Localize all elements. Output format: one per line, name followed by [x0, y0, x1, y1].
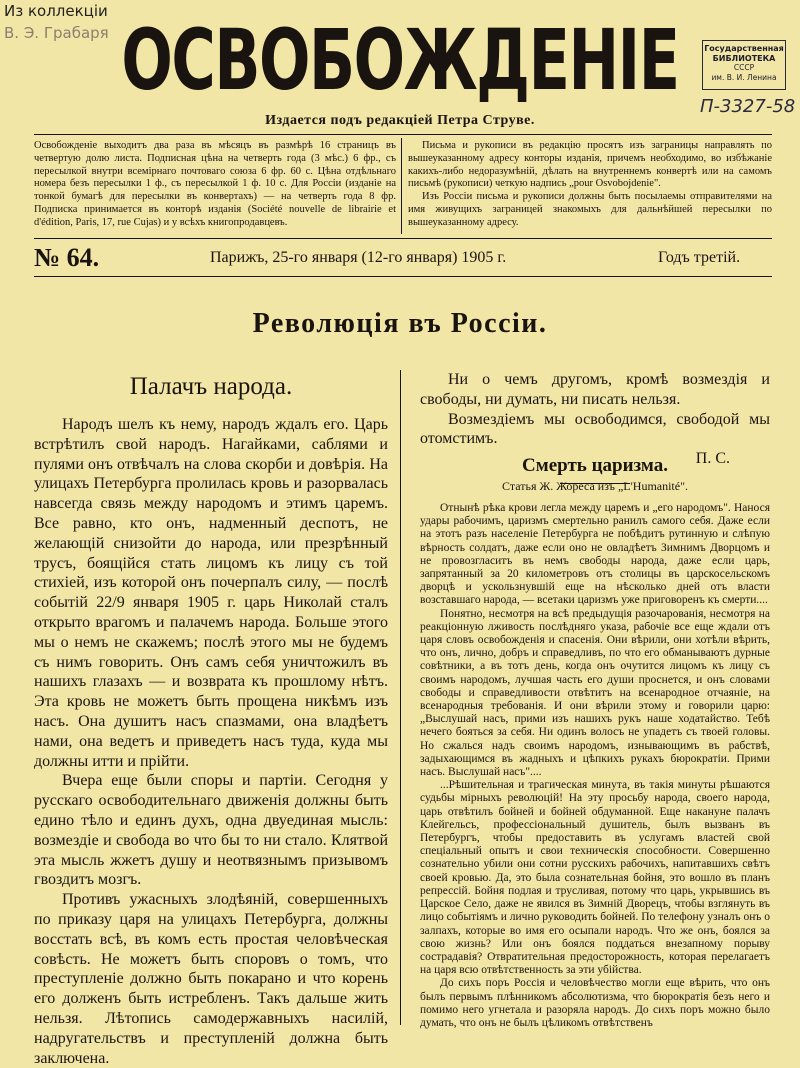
paragraph: Возмездіемъ мы освободимся, свободой мы отомстимъ.: [420, 410, 770, 448]
article-subtitle: Статья Ж. Жореса изъ „L'Humanité".: [501, 479, 688, 493]
divider: [34, 238, 772, 239]
stamp-line: СССР: [733, 63, 755, 72]
paragraph: Понятно, несмотря на всѣ предыдущія разочарованія, несмотря на реакціонную лживость послѣдняго указа, рабочіе все еще ждали отъ царя словъ освобожденія и спасенія. Они вѣрили, они хотѣли вѣрить, что онъ, лично, добръ и справедливъ, по что его обманываютъ дурные совѣтники, а въ тотъ день, когда онъ очутится лицомъ къ лицу съ своимъ народомъ, лучшая часть его души проснется, и онъ словами свободы и справедливости отвѣтитъ на всенародное отчаяніе, на всенародныя требованія. И они вѣрили этому и говорили царю: „Выслушай насъ, прими изъ нашихъ рукъ наше ходатайство. Тебѣ нечего бояться за себя. Ни одинъ волосъ не упадетъ съ твоей головы. Но сжалься надъ своимъ народомъ, изнывающимъ въ рабствѣ, задыхающимся въ жадныхъ и цѣпкихъ рукахъ бюрократіи. Прими насъ. Выслушай насъ"....: [420, 607, 770, 779]
divider: [34, 134, 772, 135]
paragraph: Противъ ужасныхъ злодѣяній, совершенныхъ по приказу царя на улицахъ Петербурга, должны восстать всѣ, въ комъ есть простая человѣческая совѣсть. Не можетъ быть споровъ о томъ, что преступленіе должно быть покарано и что корень его долженъ быть истребленъ. Такъ дальше жить нельзя. Лѣтопись самодержавныхъ насилій, надругательствъ и преступленій должна быть заключена.: [34, 891, 388, 1067]
divider: [401, 138, 402, 234]
stamp-line: В. Э. Грабаря: [4, 24, 109, 42]
paragraph: Народъ шелъ къ нему, народъ ждалъ его. Царь встрѣтилъ свой народъ. Нагайками, саблями и пулями онъ отвѣчалъ на слова скорби и довѣрія. На улицахъ Петербурга пролилась кровь и разорвалась навсегда связь между народомъ и этимъ царемъ. Все равно, кто онъ, надменный деспотъ, не желающій снизойти до народа, или презрѣнный трусъ, боящійся стать лицомъ къ лицу съ той стихіей, изъ которой онъ почерпалъ силу, — послѣ событій 22/9 января 1905 г. царь Николай сталъ открыто врагомъ и палачемъ народа. Больше этого мы о немъ не скажемъ; послѣ этого мы не будемъ съ нимъ говорить. Онъ самъ себя уничтожилъ въ нашихъ глазахъ — и возврата къ прошлому нѣтъ. Эта кровь не можетъ быть прощена никѣмъ изъ насъ. Она душитъ насъ спазмами, она владѣетъ нами, она ведетъ и приведетъ насъ туда, куда мы должны итти и прійти.: [34, 416, 388, 770]
page-headline: Революція въ Россіи.: [252, 308, 548, 339]
issue-number: № 64.: [34, 243, 100, 272]
article-title: Смерть царизма.: [522, 455, 668, 476]
paragraph: Вчера еще были споры и партіи. Сегодня у русскаго освободительнаго движенія должны быть едино тѣло и единъ духъ, одна двуединая мысль: возмездіе и свобода во что бы то ни стало. Клятвой эта мысль жжетъ душу и неотвязнымъ призывомъ гвоздитъ мозгъ.: [34, 772, 388, 889]
correspondence-info: [408, 140, 772, 230]
subscription-info: Освобожденіе выходитъ два раза въ мѣсяцъ въ размѣрѣ 16 страницъ въ четвертую долю листа. Подписная цѣна на четверть года (3 мѣс.) 6 фр., съ пересылкой внутри всемірнаго почтоваго союза 6 фр. 60 с. Цѣна отдѣльнаго номера безъ пересылки 1 ф., съ пересылкой 1 ф. 10 с. Для Россіи (изданіе на тонкой бумагѣ для пересылки въ конвертахъ) — на четверть года 8 фр. Подписка принимается въ конторѣ изданія (Société nouvelle de librairie et d'édition, Paris, 17, rue Cujas) и у всѣхъ книгопродавцевъ.: [34, 140, 396, 228]
info-paragraph: Письма и рукописи въ редакцію просятъ изъ заграницы направлять по вышеуказанному адресу конторы изданія, причемъ необходимо, во избѣжаніе какихъ-либо недоразумѣній, дѣлать на внутреннемъ конвертѣ или на самомъ письмѣ (рукописи) четкую надпись „pour Osvobojdenie".: [408, 140, 772, 190]
divider: [34, 276, 772, 277]
masthead: ОСВОБОЖДЕНІЕ: [121, 11, 679, 109]
issue-year: Годъ третій.: [658, 249, 741, 266]
editor-line: Издается подъ редакціей Петра Струве.: [265, 113, 535, 128]
article-executioner: [34, 373, 388, 1068]
info-paragraph: Изъ Россіи письма и рукописи должны быть посылаемы отправителями на имя живущихъ заграницей знакомыхъ для дальнѣйшей пересылки по вышеуказанному адресу.: [408, 191, 772, 228]
stamp-line: им. В. И. Ленина: [711, 72, 777, 82]
stamp-line: Государственная: [704, 44, 784, 53]
inventory-number: П-3327-58: [700, 96, 796, 117]
paragraph: Ни о чемъ другомъ, кромѣ возмездія и свободы, ни думать, ни писать нельзя.: [420, 371, 770, 408]
library-stamp: [702, 40, 786, 90]
paragraph: ...Рѣшительная и трагическая минута, въ такія минуты рѣшаются судьбы мірныхъ революцій! На эту просьбу народа, своего народа, царь отвѣтилъ бойней и бойней обдуманной. Еще накануне палачъ Клейгельсъ, профессіональный душитель, былъ вызванъ въ Петербургъ, чтобы предоставить въ услугамъ властей свой спеціальный опытъ и свои техническія способности. Совершенно сознательно убили они сотни русскихъ рабочихъ, напитавшихъ свѣтъ своей кровью. Да, это была сознательная бойня, это вошло въ планъ репрессій. Бойня подлая и трусливая, потому что царь, укрывшись въ Царское Село, даже не явился въ Зимній Дворецъ, чтобы взглянуть въ лицо событіямъ и лично руководить бойней. По телефону узналъ онъ о залпахъ, которые во имя его осыпали народъ. Что же онъ, боялся за свою жизнь? Или онъ боялся поддаться внезапному порыву сострадавія? Отвратительная предосторожность, которая перелагаетъ на царя всю отвѣтственность за эти убійства.: [420, 779, 770, 977]
stamp-line: БИБЛИОТЕКА: [712, 53, 776, 63]
article-body: [420, 502, 770, 1030]
issue-date: Парижъ, 25-го января (12-го января) 1905 г.: [210, 249, 507, 266]
paragraph: Отнынѣ рѣка крови легла между царемъ и „его народомъ". Нанося удары рабочимъ, царизмъ смертельно ранилъ самого себя. Даже если на этотъ разъ населеніе Петербурга не побѣдитъ рутинную и слѣпую вѣрность солдатъ, даже если оно не овладѣетъ Зимнимъ Дворцомъ и не провозгласитъ въ немъ свободы народа, даже если царь, запрятанный за 20 километровъ отъ столицы въ царскосельскомъ дворцѣ и ускользнувшій еще на нѣсколько дней отъ власти возставшаго народа, — всетаки царизмъ уже приговоренъ къ смерти....: [420, 502, 770, 607]
paragraph: До сихъ поръ Россія и человѣчество могли еще вѣрить, что онъ былъ первымъ плѣнникомъ абсолютизма, что бюрократія безъ него и помимо него угнетала и разоряла народъ. До сихъ поръ можно было думать, что онъ не былъ цѣликомъ отвѣтственъ: [420, 977, 770, 1029]
article-death-of-tsarism: [420, 455, 770, 1030]
article-title: Палачъ народа.: [129, 373, 293, 400]
signature: П. С.: [695, 450, 730, 468]
article-body: [34, 415, 388, 1068]
column-divider: [400, 370, 401, 1025]
stamp-line: Из коллекціи: [4, 2, 108, 20]
